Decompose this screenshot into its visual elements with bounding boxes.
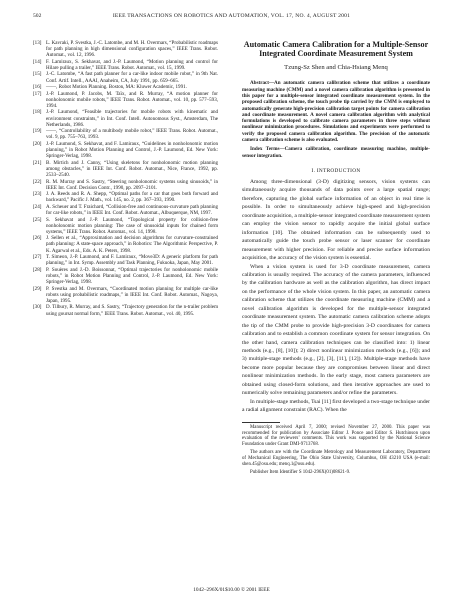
reference-text: S. Sekhavat and J.-P. Laumond, “Topological property for collision-free nonholonomic motion planning: The case of sinusoidal inputs for chained form systems,” IEEE Trans. Robot. Automat., vol. 14, 1998. [46,216,218,235]
reference-text: J.-P. Laumond, “Feasible trajectories for mobile robots with kinematic and environment constraints,” in Int. Conf. Intell. Autonomous Syst., Amsterdam, The Netherlands, 1986. [46,109,218,128]
reference-number: [13] [33,40,42,46]
reference-number: [17] [33,90,42,97]
reference-entry [33,59,218,71]
reference-list [33,40,218,317]
footnote-rule [242,422,280,423]
reference-number: [20] [33,140,42,147]
reference-entry [33,84,218,90]
reference-entry [33,235,218,253]
reference-number: [28] [33,266,42,273]
reference-number: [26] [33,235,42,242]
reference-text: T. Simeon, J.-P. Laumond, and F. Lamiraux, “Move3D: A generic platform for path planning,” in Int. Symp. Assembly and Task Planning, Fukuoka, Japan, May 2001. [46,254,218,267]
section-heading: I. INTRODUCTION [311,167,361,174]
footnotes [242,425,430,476]
reference-text: P. Souères and J.-D. Boissonnat, “Optimal trajectories for nonholonomic mobile robots,” in Robot Motion Planning and Control, J.-P. Laumond, Ed. New York: Springer-Verlag, 1998. [46,266,218,286]
reference-entry [33,71,218,83]
reference-number: [24] [33,203,42,210]
reference-entry [33,128,218,140]
body-paragraph: In multiple-stage methods, Tsai [11] first developed a two-stage technique under a radial alignment constraint (RAC). When the [242,398,430,414]
article-body [242,178,430,415]
reference-number: [19] [33,128,42,135]
copyright-footer: 1042–296X/01$10.00 © 2001 IEEE [193,587,270,593]
reference-text: P. Svestka and M. Overmars, “Coordinated motion planning for multiple car-like robots using probabilistic roadmaps,” in IEEE Int. Conf. Robot. Automat., Nagoya, Japan, 1995. [46,285,218,304]
reference-text: J.-P. Laumond, S. Sekhavat, and F. Lamiraux, “Guidelines in nonholonomic motion planning,” in Robot Motion Planning and Control, J.-P. Laumond, Ed. New York: Springer-Verlag, 1998. [46,140,218,160]
reference-number: [21] [33,159,42,166]
reference-entry [33,254,218,266]
reference-text: A. Scheuer and T. Fraichard, “Collision-free and continuous-curvature path planning for car-like robots,” in IEEE Int. Conf. Robot. Automat., Albuquerque, NM, 1997. [46,203,218,216]
footnote-manuscript: Manuscript received April 7, 2000; revised November 27, 2000. This paper was recommended for publication by Associate Editor J. Ponce and Editor S. Hutchinson upon evaluation of the reviewers’ comments. This work was supported by the National Science Foundation under Grant DMI-9713768. [242,424,430,448]
reference-entry [33,160,218,178]
reference-text: ——, “Controllability of a multibody mobile robot,” IEEE Trans. Robot. Automat., vol. 9, pp. 755–763, 1993. [46,128,218,141]
article-authors: Tzung-Sz Shen and Chia-Hsiang Menq [284,64,388,72]
article-abstract: Abstract—An automatic camera calibration scheme that utilizes a coordinate measuring machine (CMM) and a novel camera calibration algorithm is presented in this paper for a multiple-sensor integrated coordinate measurement system. In the proposed calibration scheme, the touch probe tip carried by the CMM is employed to automatically generate high-precision calibration target points for camera calibration and coordinate measurement. A novel camera calibration algorithm with analytical formulations is developed to calibrate camera parameters in three steps without nonlinear minimization procedures. Simulations and experiments were performed to verify the proposed camera calibration algorithm. The precision of the automatic camera calibration scheme is also evaluated. [242,80,430,144]
reference-entry [33,191,218,203]
reference-number: [23] [33,191,42,198]
body-paragraph: Among three-dimensional (3-D) digitizing sensors, vision systems can simultaneously acquire thousands of data points over a large spatial range; therefore, capturing the global surface information of an object in real time is possible. In order to simultaneously achieve high-speed and high-precision coordinate acquisition, a multiple-sensor integrated coordinate measurement system can employ the vision sensor to rapidly acquire the initial global surface information [10]. The obtained information can be subsequently used to automatically guide the touch probe sensor or laser scanner for coordinate measurement with higher precision. For reliable and precise surface information acquisition, the accuracy of the vision system is essential. [242,178,430,262]
reference-text: J.-P. Laumond, P. Jacobs, M. Taïx, and R. Murray, “A motion planner for nonholonomic mobile robots,” IEEE Trans. Robot. Automat., vol. 10, pp. 577–593, 1994. [46,90,218,109]
reference-text: J. Sellen et al., “Approximation and decision algorithms for curvature-constrained path planning: A state-space approach,” in Robotics: The Algorithmic Perspective, P. K. Agarwal et al., Eds. A. K. Peters, 1998. [46,235,218,254]
article-column [242,40,430,476]
reference-text: L. Kavraki, P. Svestka, J.-C. Latombe, and M. H. Overmars, “Probabilistic roadmaps for path planning in high dimensional configuration spaces,” IEEE Trans. Robot. Automat., vol. 12, 1996. [46,40,218,59]
reference-text: J. A. Reeds and R. A. Shepp, “Optimal paths for a car that goes both forward and backward,” Pacific J. Math., vol. 145, no. 2, pp. 367–393, 1990. [46,191,218,204]
reference-entry [33,286,218,304]
reference-text: B. Mirtich and J. Canny, “Using skeletons for nonholonomic motion planning among obstacles,” in IEEE Int. Conf. Robot. Automat., Nice, France, 1992, pp. 2533–2540. [46,159,218,179]
reference-entry [33,40,218,58]
reference-number: [16] [33,84,42,91]
footnote-publisher-id: Publisher Item Identifier S 1042-296X(01)08621-9. [250,470,351,475]
reference-text: J.-C. Latombe, “A fast path planner for a car-like indoor mobile robot,” in 9th Nat. Conf. Artif. Intell., AAAI, Anaheim, CA, July 1991, pp. 659–665. [46,71,218,84]
reference-text: F. Lamiraux, S. Sekhavat, and J.-P. Laumond, “Motion planning and control for Hilare pulling a trailer,” IEEE Trans. Robot. Automat., vol. 15, 1999. [46,58,218,71]
body-paragraph: When a vision system is used for 3-D coordinate measurement, camera calibration is usually required. The accuracy of the camera parameters, influenced by the calibration hardware as well as the calibration algorithm, has direct impact on the performance of the whole vision system. In this paper, an automatic camera calibration scheme that utilizes the coordinate measuring machine (CMM) and a novel calibration algorithm is developed for the multiple-sensor integrated coordinate measurement system. The automatic camera calibration scheme adopts the tip of the CMM probe to provide high-precision 3-D coordinates for camera calibration and to establish a common coordinate system for sensor integration. On the other hand, camera calibration techniques can be classified into: 1) linear methods (e.g., [8], [10]); 2) direct nonlinear minimization methods (e.g., [6]); and 3) multiple-stage methods (e.g., [2], [3], [11], [12]). Multiple-stage methods have become more popular because they are compromises between linear and direct nonlinear minimization methods. In the early stage, most camera parameters are obtained using closed-form solutions, and then iterative approaches are used to numerically solve remaining parameters and/or refine the parameters. [242,263,430,397]
footnote-affiliation: The authors are with the Coordinate Metrology and Measurement Laboratory, Department of Mechanical Engineering, The Ohio State University, Columbus, OH 43210 USA (e-mail: shen.45@osu.edu; menq.1@osu.edu). [242,450,430,468]
reference-number: [29] [33,285,42,292]
reference-entry [33,204,218,216]
page-number: 502 [33,13,42,19]
reference-number: [15] [33,71,42,78]
article-title: Automatic Camera Calibration for a Multiple-Sensor Integrated Coordinate Measurement System [243,40,429,59]
reference-number: [18] [33,109,42,116]
reference-entry [33,267,218,285]
reference-entry [33,109,218,127]
reference-number: [30] [33,304,42,311]
journal-title: IEEE TRANSACTIONS ON ROBOTICS AND AUTOMATION, VOL. 17, NO. 4, AUGUST 2001 [112,13,351,19]
running-header [33,11,430,21]
reference-text: ——, Robot Motion Planning. Boston, MA: Kluwer Academic, 1991. [46,84,187,91]
reference-entry [33,304,218,316]
reference-entry [33,179,218,191]
reference-text: R. M. Murray and S. Sastry, “Steering nonholonomic systems using sinusoids,” in IEEE Int. Conf. Decision Contr., 1990, pp. 2097–2101. [46,178,218,191]
index-terms: Index Terms—Camera calibration, coordinate measuring machine, multiple-sensor integration. [242,146,430,159]
reference-entry [33,217,218,235]
reference-entry [33,91,218,109]
reference-text: D. Tilbury, R. Murray, and S. Sastry, “Trajectory generation for the n-trailer problem using goursat normal form,” IEEE Trans. Robot. Automat., vol. 40, 1995. [46,304,218,317]
reference-number: [27] [33,254,42,261]
reference-entry [33,141,218,159]
reference-number: [14] [33,58,42,65]
reference-number: [22] [33,178,42,185]
reference-number: [25] [33,216,42,223]
